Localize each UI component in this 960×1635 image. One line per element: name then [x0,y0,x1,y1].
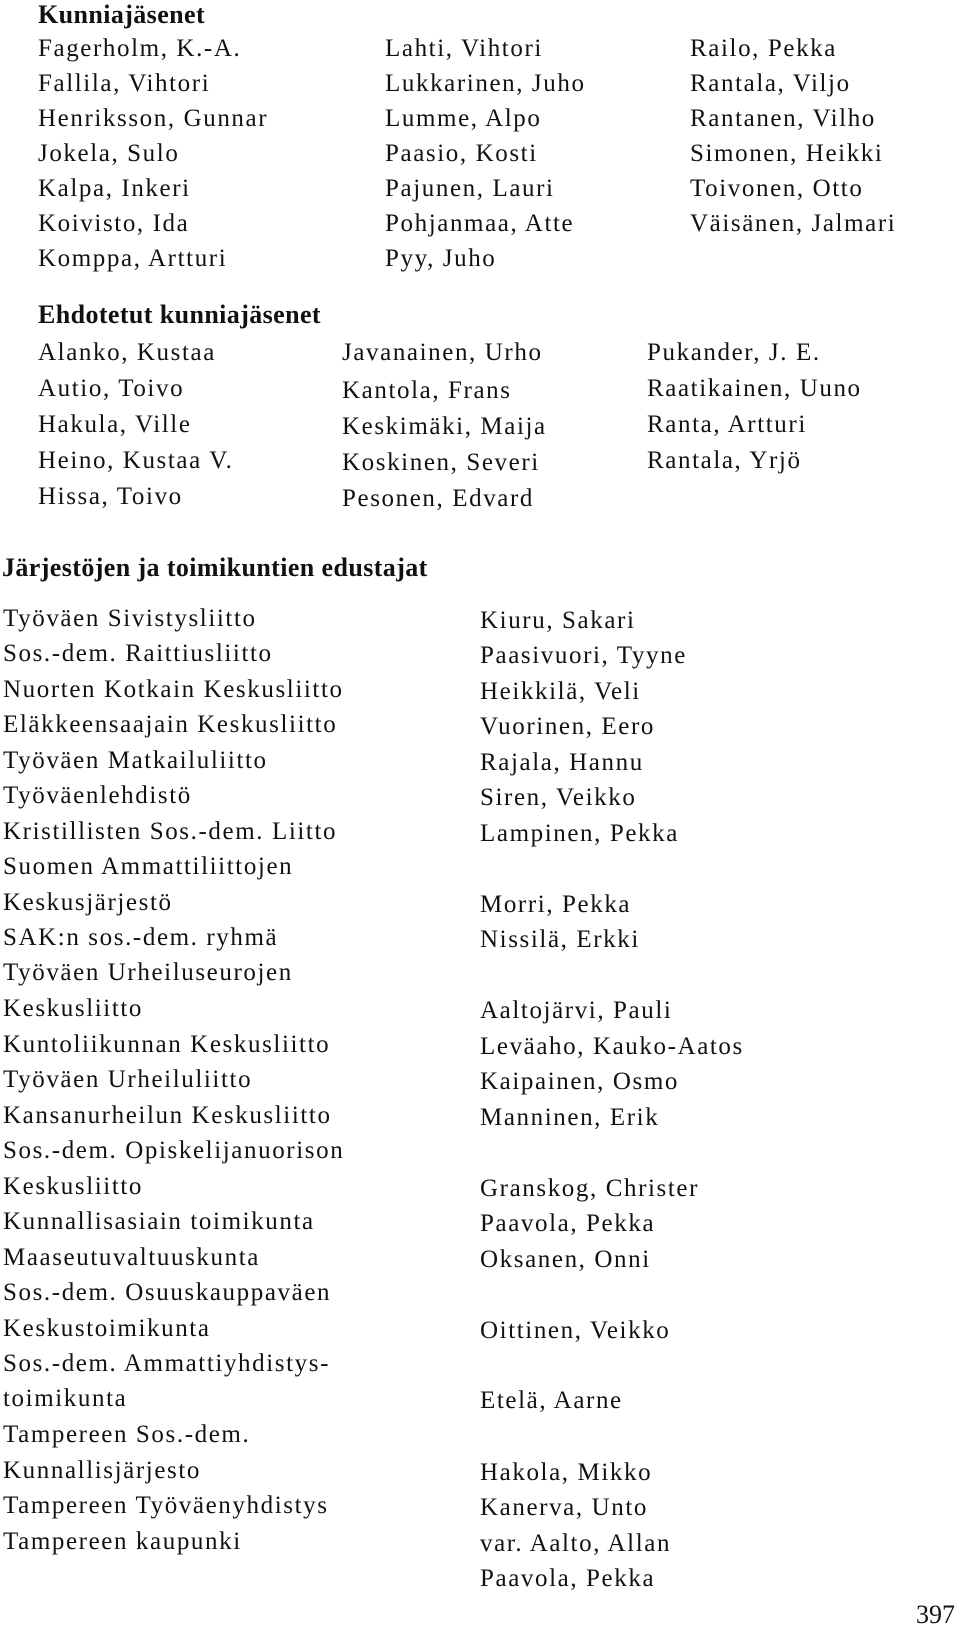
proposed-name: Rantala, Yrjö [647,447,802,474]
proposed-name: Javanainen, Urho [342,339,543,366]
honorary-name: Kalpa, Inkeri [38,175,191,202]
representative-name: Kaipainen, Osmo [480,1068,679,1095]
organization-name: Tampereen kaupunki [3,1528,242,1555]
proposed-name: Hakula, Ville [38,411,192,438]
organization-name: Tampereen Sos.-dem. [3,1421,251,1448]
proposed-heading: Ehdotetut kunniajäsenet [38,300,321,329]
organization-name: Sos.-dem. Raittiusliitto [3,640,273,667]
honorary-name: Komppa, Artturi [38,245,228,272]
representative-name: Heikkilä, Veli [480,678,641,705]
proposed-name: Kantola, Frans [342,377,512,404]
organization-name: Työväen Sivistysliitto [3,605,257,632]
honorary-name: Lukkarinen, Juho [385,70,586,97]
page-number: 397 [916,1600,955,1629]
proposed-name: Autio, Toivo [38,375,185,402]
proposed-name: Pukander, J. E. [647,339,821,366]
organization-name: SAK:n sos.-dem. ryhmä [3,924,279,951]
honorary-name: Paasio, Kosti [385,140,538,167]
organization-name: Työväen Urheiluseurojen [3,959,293,986]
honorary-name: Rantala, Viljo [690,70,851,97]
representative-name: Nissilä, Erkki [480,926,640,953]
organization-name: Suomen Ammattiliittojen [3,853,294,880]
organization-name: Keskusjärjestö [3,889,173,916]
representative-name: Paavola, Pekka [480,1210,656,1237]
honorary-name: Pyy, Juho [385,245,497,272]
organization-name: Sos.-dem. Opiskelijanuorison [3,1137,345,1164]
honorary-name: Jokela, Sulo [38,140,180,167]
organization-name: Maaseutuvaltuuskunta [3,1244,260,1271]
representative-name: Paavola, Pekka [480,1565,656,1592]
proposed-name: Ranta, Artturi [647,411,807,438]
organization-name: Nuorten Kotkain Keskusliitto [3,676,344,703]
honorary-name: Rantanen, Vilho [690,105,876,132]
proposed-name: Alanko, Kustaa [38,339,216,366]
representative-name: Lampinen, Pekka [480,820,679,847]
honorary-name: Simonen, Heikki [690,140,884,167]
honorary-name: Pohjanmaa, Atte [385,210,575,237]
organization-name: Työväen Matkailuliitto [3,747,268,774]
representative-name: Hakola, Mikko [480,1459,653,1486]
representative-name: Leväaho, Kauko-Aatos [480,1033,744,1060]
honorary-name: Koivisto, Ida [38,210,190,237]
organization-name: Kunnallisjärjesto [3,1457,202,1484]
representative-name: Rajala, Hannu [480,749,644,776]
honorary-name: Fallila, Vihtori [38,70,211,97]
representative-name: Oksanen, Onni [480,1246,651,1273]
organization-name: Sos.-dem. Osuuskauppaväen [3,1279,332,1306]
proposed-name: Hissa, Toivo [38,483,183,510]
organization-name: toimikunta [3,1385,128,1412]
representative-name: var. Aalto, Allan [480,1530,672,1557]
organizations-heading: Järjestöjen ja toimikuntien edustajat [2,553,428,582]
honorary-name: Lumme, Alpo [385,105,542,132]
organization-name: Eläkkeensaajain Keskusliitto [3,711,338,738]
representative-name: Kanerva, Unto [480,1494,648,1521]
proposed-name: Pesonen, Edvard [342,485,535,512]
organization-name: Kansanurheilun Keskusliitto [3,1102,332,1129]
organization-name: Tampereen Työväenyhdistys [3,1492,329,1519]
representative-name: Siren, Veikko [480,784,637,811]
representative-name: Oittinen, Veikko [480,1317,671,1344]
organization-name: Keskustoimikunta [3,1315,211,1342]
representative-name: Etelä, Aarne [480,1387,623,1414]
organization-name: Sos.-dem. Ammattiyhdistys- [3,1350,331,1377]
representative-name: Morri, Pekka [480,891,632,918]
representative-name: Paasivuori, Tyyne [480,642,687,669]
organization-name: Kunnallisasiain toimikunta [3,1208,315,1235]
organization-name: Kuntoliikunnan Keskusliitto [3,1031,331,1058]
organization-name: Työväenlehdistö [3,782,192,809]
honorary-name: Pajunen, Lauri [385,175,555,202]
honorary-name: Lahti, Vihtori [385,35,543,62]
organization-name: Keskusliitto [3,995,144,1022]
representative-name: Kiuru, Sakari [480,607,636,634]
proposed-name: Koskinen, Severi [342,449,540,476]
honorary-name: Fagerholm, K.-A. [38,35,242,62]
organization-name: Keskusliitto [3,1173,144,1200]
representative-name: Vuorinen, Eero [480,713,656,740]
proposed-name: Keskimäki, Maija [342,413,547,440]
honorary-heading: Kunniajäsenet [38,0,206,29]
organization-name: Kristillisten Sos.-dem. Liitto [3,818,338,845]
organization-name: Työväen Urheiluliitto [3,1066,253,1093]
representative-name: Granskog, Christer [480,1175,700,1202]
representative-name: Aaltojärvi, Pauli [480,997,673,1024]
honorary-name: Toivonen, Otto [690,175,864,202]
representative-name: Manninen, Erik [480,1104,660,1131]
honorary-name: Väisänen, Jalmari [690,210,897,237]
proposed-name: Raatikainen, Uuno [647,375,862,402]
honorary-name: Railo, Pekka [690,35,837,62]
proposed-name: Heino, Kustaa V. [38,447,234,474]
honorary-name: Henriksson, Gunnar [38,105,269,132]
